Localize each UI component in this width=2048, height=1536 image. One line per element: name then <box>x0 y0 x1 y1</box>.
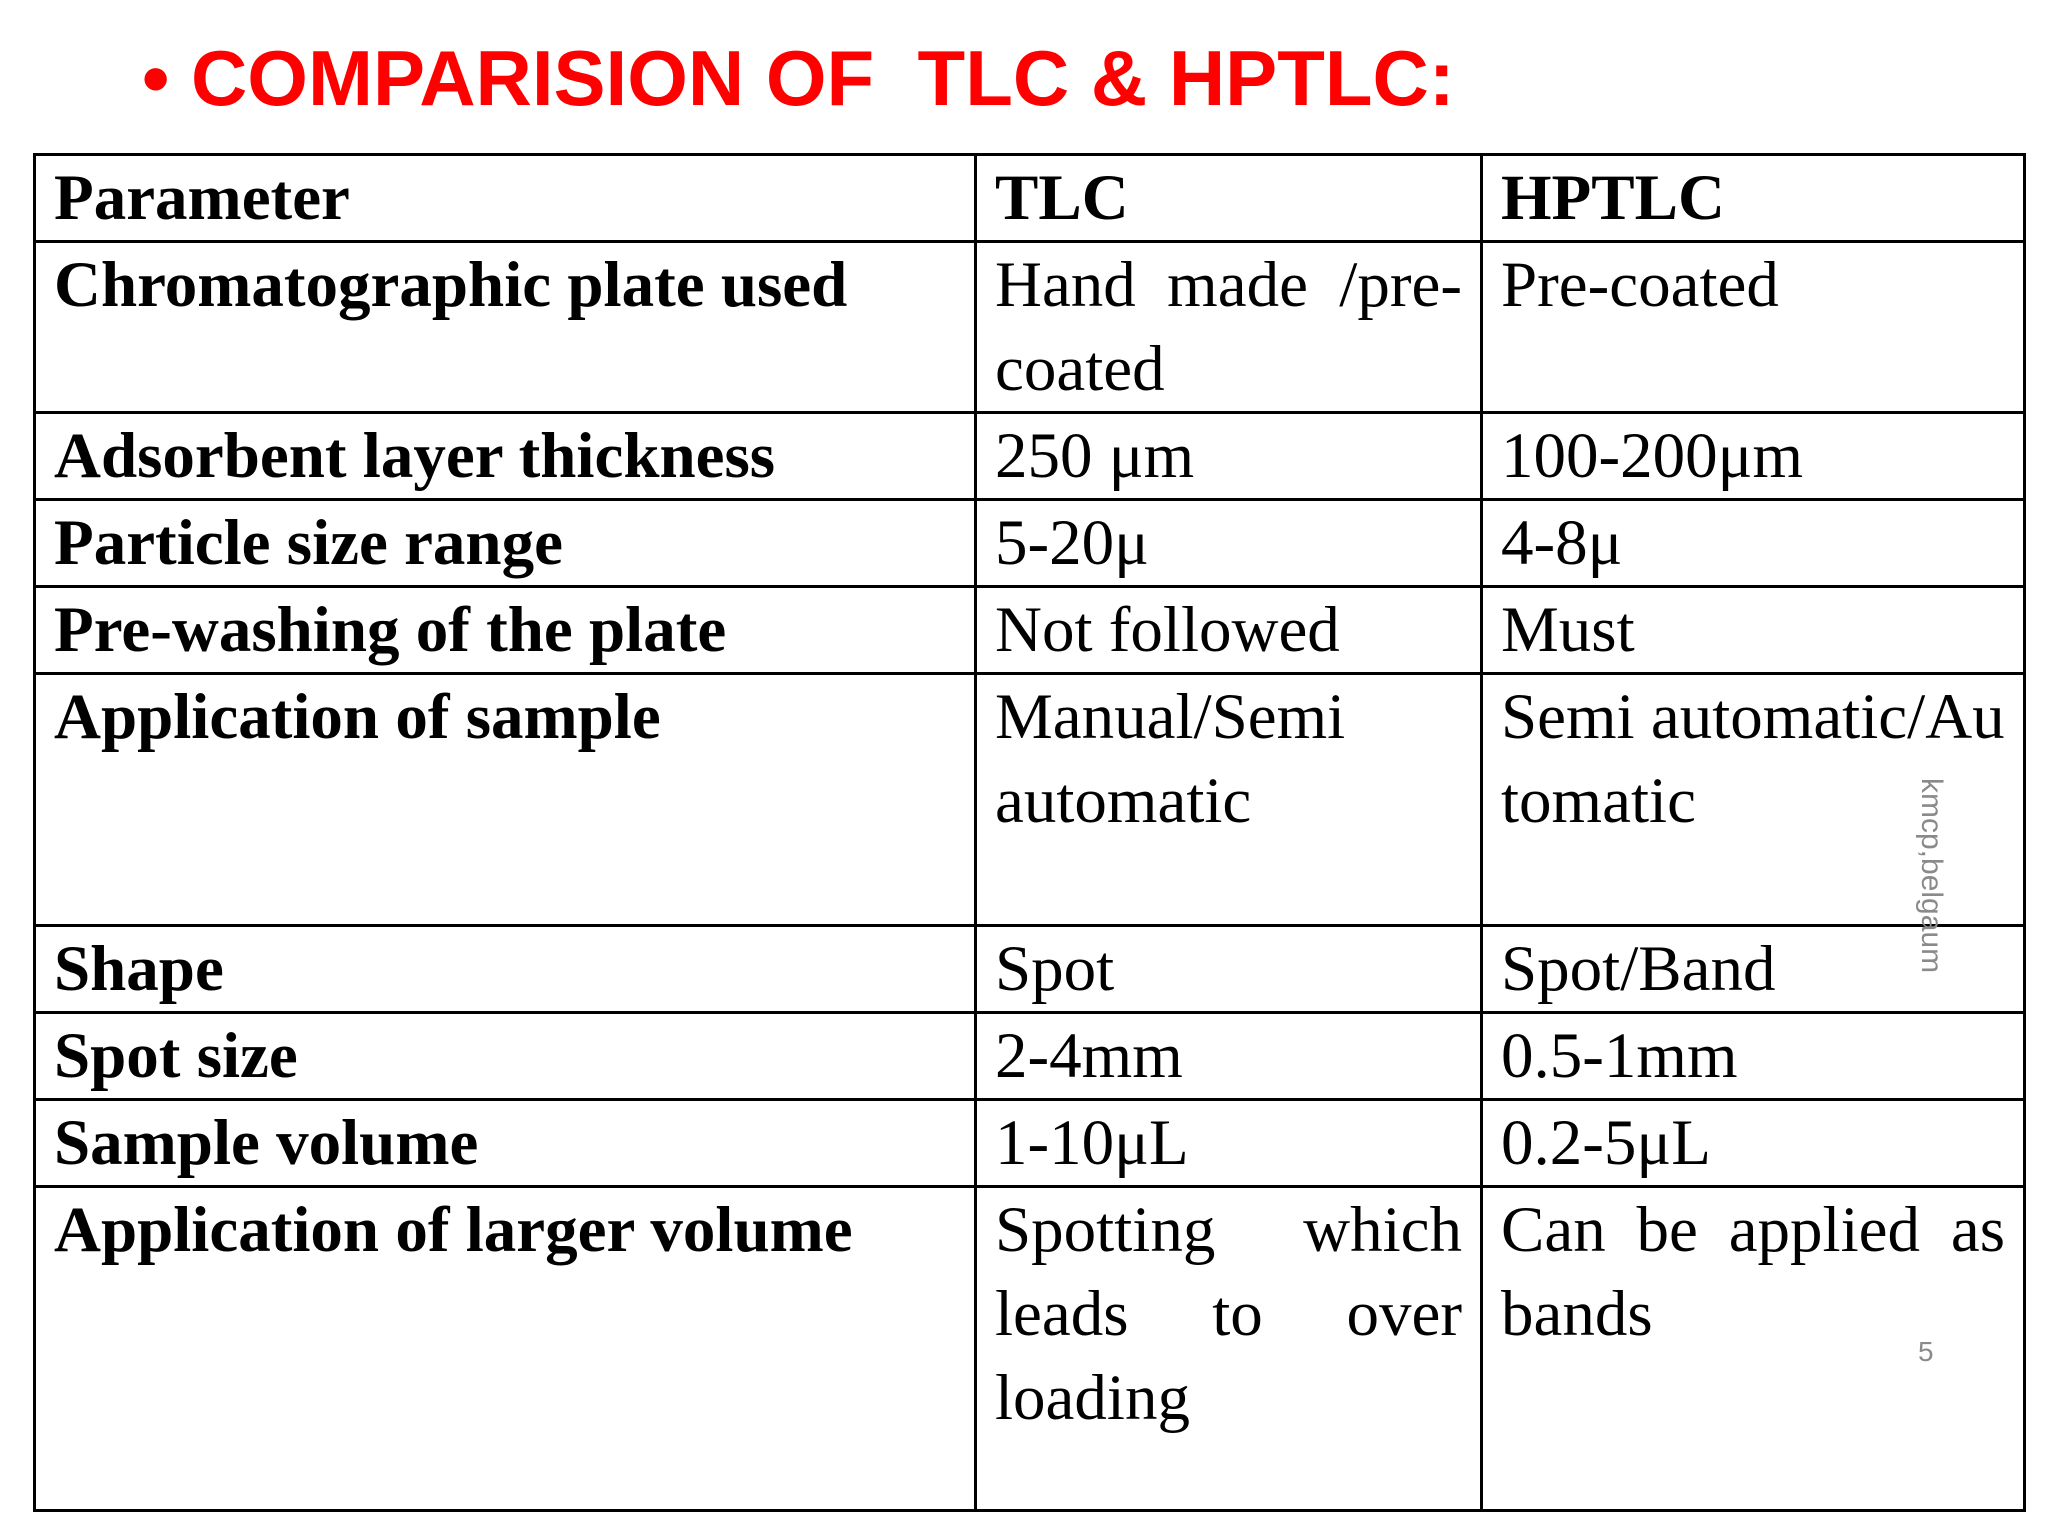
parameter-cell: Particle size range <box>35 500 976 587</box>
header-parameter: Parameter <box>35 155 976 242</box>
parameter-cell: Chromatographic plate used <box>35 242 976 413</box>
table-row <box>35 1100 2025 1187</box>
hptlc-cell: 0.5-1mm <box>1482 1013 2025 1100</box>
tlc-cell: Spotting which leads to over loading <box>976 1187 1482 1511</box>
parameter-cell: Application of sample <box>35 674 976 926</box>
hptlc-cell: Spot/Band <box>1482 926 2025 1013</box>
table-header-row <box>35 155 2025 242</box>
table-row <box>35 242 2025 413</box>
tlc-cell: Manual/Semi automatic <box>976 674 1482 926</box>
header-tlc: TLC <box>976 155 1482 242</box>
tlc-cell: 250 μm <box>976 413 1482 500</box>
tlc-cell: Spot <box>976 926 1482 1013</box>
slide-title: • COMPARISION OF TLC & HPTLC: <box>142 34 1455 122</box>
parameter-cell: Adsorbent layer thickness <box>35 413 976 500</box>
hptlc-cell: 100-200μm <box>1482 413 2025 500</box>
hptlc-cell: 0.2-5μL <box>1482 1100 2025 1187</box>
table-row <box>35 500 2025 587</box>
table-row <box>35 1013 2025 1100</box>
table-row <box>35 926 2025 1013</box>
hptlc-cell: Semi automatic/Automatic <box>1482 674 2025 926</box>
hptlc-cell: Must <box>1482 587 2025 674</box>
header-hptlc: HPTLC <box>1482 155 2025 242</box>
parameter-cell: Shape <box>35 926 976 1013</box>
hptlc-cell: 4-8μ <box>1482 500 2025 587</box>
tlc-cell: 5-20μ <box>976 500 1482 587</box>
slide-number: 5 <box>1918 1336 1934 1367</box>
table-row <box>35 1187 2025 1511</box>
parameter-cell: Pre-washing of the plate <box>35 587 976 674</box>
tlc-cell: Hand made /pre-coated <box>976 242 1482 413</box>
table-row <box>35 674 2025 926</box>
parameter-cell: Application of larger volume <box>35 1187 976 1511</box>
hptlc-cell: Pre-coated <box>1482 242 2025 413</box>
watermark-text: kmcp,belgaum <box>1915 778 1948 974</box>
hptlc-cell: Can be applied as bands <box>1482 1187 2025 1511</box>
table-row <box>35 413 2025 500</box>
tlc-cell: 2-4mm <box>976 1013 1482 1100</box>
table-row <box>35 587 2025 674</box>
tlc-cell: Not followed <box>976 587 1482 674</box>
comparison-table <box>33 153 2026 1512</box>
parameter-cell: Sample volume <box>35 1100 976 1187</box>
tlc-cell: 1-10μL <box>976 1100 1482 1187</box>
parameter-cell: Spot size <box>35 1013 976 1100</box>
